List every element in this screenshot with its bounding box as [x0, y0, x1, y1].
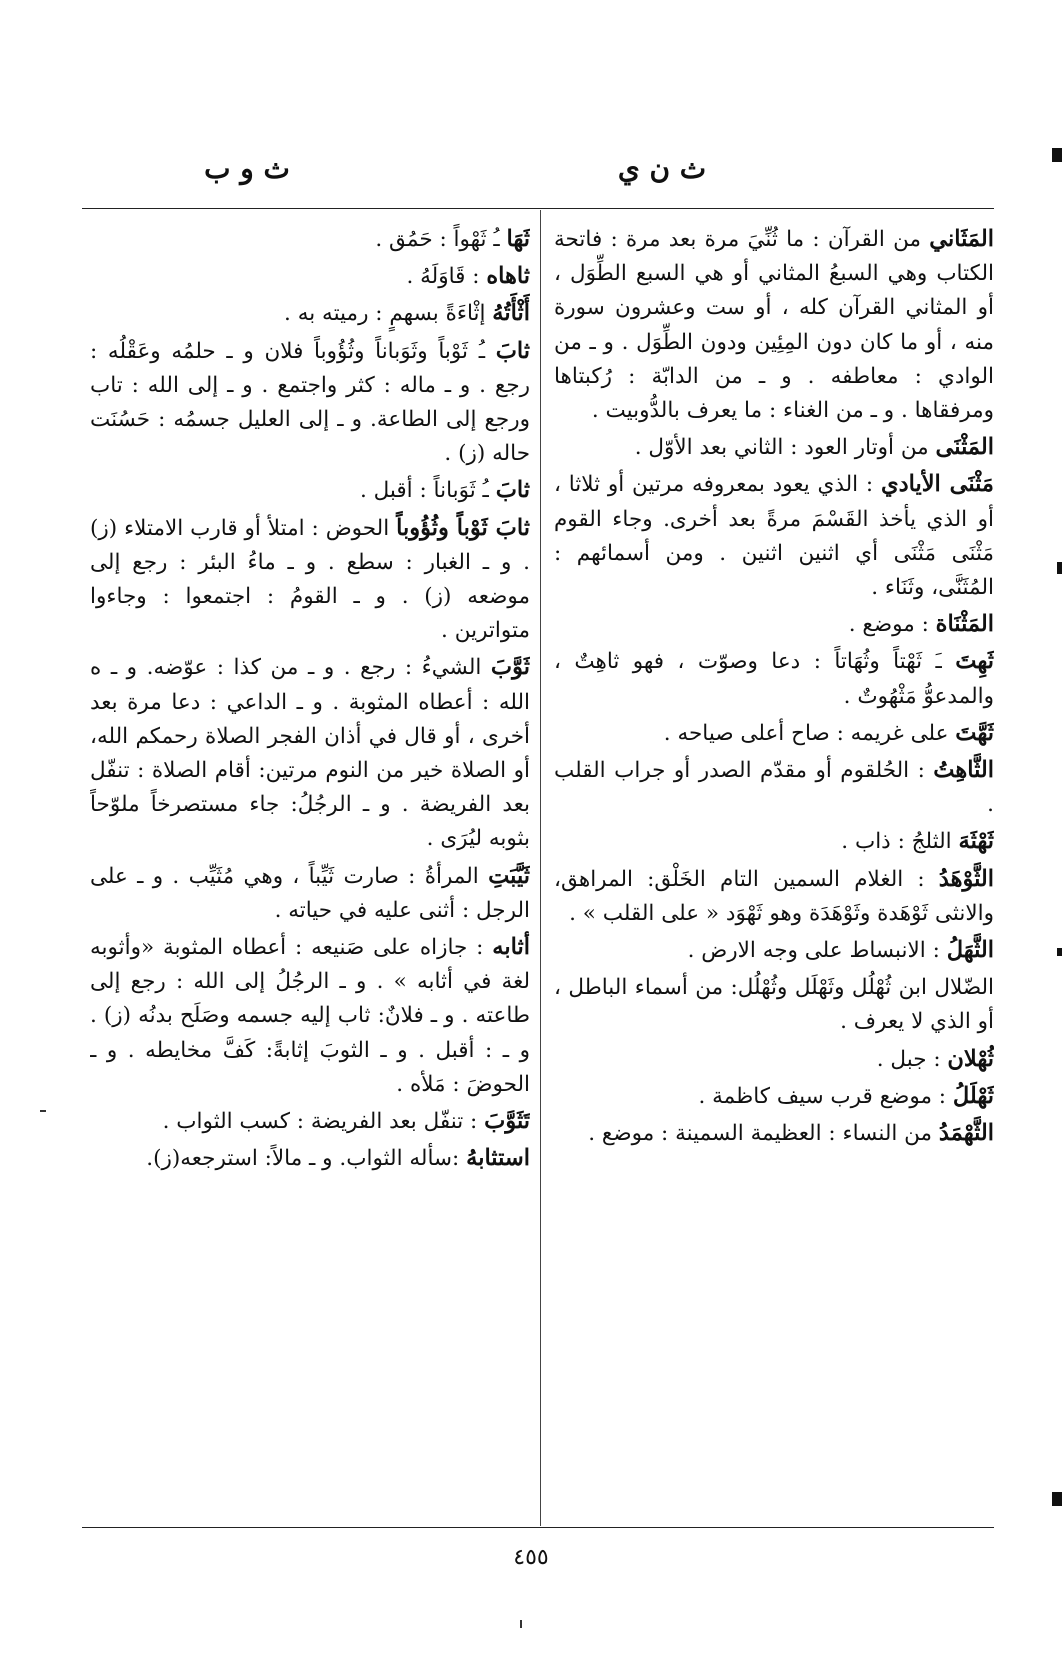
entry: [90, 511, 530, 649]
headword: أَثْأَتُهُ: [492, 300, 530, 327]
column-divider: [540, 210, 541, 1526]
headword: ثَهَا: [506, 226, 530, 252]
definition: من النساء : العظيمة السمينة : موضع .: [588, 1121, 939, 1147]
headword: ثابَ: [495, 337, 530, 364]
headword: الثَّوْهَدُ: [938, 865, 994, 892]
definition: من أوتار العود : الثاني بعد الأوّل .: [634, 435, 936, 461]
definition: الضّلال ابن ثُهْلُل وثَهْلَل وثُهْلُل: من أسماء الباطل ، أو الذي لا يعرف .: [554, 975, 994, 1035]
entry: [554, 607, 994, 642]
headword: ثَهْلَلُ: [952, 1082, 994, 1109]
scan-edge-mark: [1052, 1492, 1062, 1506]
entry: [554, 933, 994, 968]
entry: [554, 1116, 994, 1151]
headword: الثَّهْمَدُ: [938, 1120, 994, 1147]
definition: : الذي يعود بمعروفه مرتين أو ثلاثا ، أو الذي يأخذ القَسْمَ مرةً بعد أخرى. وجاء القوم مَثْنَى مَثْنَى أي اثنين اثنين . ومن أسمائهم : المُثَنَّى، وثَنَاء .: [554, 472, 994, 601]
headword: ثَهَّتَ: [955, 719, 994, 746]
entry: [554, 1079, 994, 1114]
definition: ـُ ثَوْباً وثَوَباناً وثُؤُوباً فلان و ـ حلمُه وعَقْلُه : رجع . و ـ ماله : كثر واجتمع . و ـ إلى الله : تاب ورجع إلى الطاعة. و ـ إلى العليل جسمُه : حَسُنَت حاله (ز) .: [90, 338, 530, 467]
headword: ثَهْثَهَ: [958, 828, 994, 855]
root-header-right: ث ن ي: [617, 152, 707, 185]
headword: ثَيَّبَتِ: [488, 862, 530, 889]
entry: [90, 334, 530, 472]
definition: ـُ ثَوَباناً : أقبل .: [359, 478, 496, 504]
headword: الثَّهَلُ: [946, 937, 994, 964]
definition: : موضع .: [848, 612, 936, 638]
entry: [90, 1141, 530, 1176]
definition: : الانبساط على وجه الارض .: [687, 938, 947, 964]
entry: [554, 1042, 994, 1077]
definition: : تنفّل بعد الفريضة : كسب الثواب .: [162, 1109, 485, 1135]
scan-edge-mark: [1057, 948, 1062, 956]
headword: المَثَاني: [929, 226, 994, 252]
headword: ثابَ: [495, 477, 530, 504]
right-column: [554, 222, 994, 1522]
entry: [554, 467, 994, 605]
entry: [554, 430, 994, 465]
entry: [554, 824, 994, 859]
entry: [554, 862, 994, 931]
definition: الثلجُ : ذاب .: [841, 829, 959, 855]
entry: [90, 473, 530, 508]
headword: تَثَوَّبَ: [484, 1108, 530, 1135]
entry: [90, 930, 530, 1102]
headword: ثَوَّبَ: [490, 654, 530, 681]
scan-speck: [40, 1110, 46, 1112]
headword: المَثْنَى: [935, 434, 994, 461]
definition: إثْاءَةً بسهمٍ : رميته به .: [284, 301, 493, 327]
root-header-left: ث و ب: [204, 152, 290, 185]
scan-edge-mark: [1052, 148, 1062, 162]
definition: : جبل .: [876, 1046, 948, 1072]
definition: من القرآن : ما ثُنِّيَ مرة بعد مرة : فاتحة الكتاب وهي السبعُ المثاني أو هي السبع الطِّوَل ، أو المثاني القرآن كله ، أو ست وعشرون سورة منه ، أو ما كان دون المِئِين ودون الطِّوَل . و ـ من الوادي : معاطفه . و ـ من الدابّة : رُكبتاها ومرفقاها . و ـ من الغناء : ما يعرف بالدُّوبيت .: [554, 227, 994, 424]
headword: مَثْنَى الأيادي: [880, 471, 994, 498]
definition: المرأةُ : صارت ثَيِّباً ، وهي مُثَيِّب . و ـ على الرجل : أثنى عليه في حياته .: [90, 863, 530, 923]
scan-edge-mark: [1057, 562, 1062, 574]
entry: [90, 859, 530, 928]
definition: الشيءُ : رجع . و ـ من كذا : عوّضه. و ـ ه الله : أعطاه المثوبة . و ـ الداعي : دعا مرة بعد أخرى ، أو قال في أذان الفجر الصلاة رحمكم الله، أو الصلاة خير من النوم مرتين: أقام الصلاة : تنفّل بعد الفريضة . و ـ الرجُلُ: جاء مستصرخاً ملوّحاً بثوبه ليُرَى .: [90, 655, 530, 852]
definition: : جازاه على صَنيعه : أعطاه المثوبة «وأثوبه لغة في أثابه » . و ـ الرجُلُ إلى الله : رجع إلى طاعته . و ـ فلانٌ: ثاب إليه جسمه وصَلَح بدنُه (ز) . و ـ : أقبل . و ـ الثوبَ إثابةً: كَفَّ مخايطه . و ـ الحوضَ : مَلأه .: [90, 935, 530, 1097]
headword: استثابهُ: [466, 1145, 530, 1172]
headword: أثابه: [492, 934, 530, 961]
definition: ـُ ثَهْواً : حَمُق .: [375, 227, 507, 252]
headword: ثُهْلان: [947, 1045, 994, 1072]
definition: :سأله الثواب. و ـ مالاً: استرجعه(ز).: [146, 1146, 467, 1172]
entry: [90, 296, 530, 331]
definition: : موضع قرب سيف كاظمة .: [698, 1083, 953, 1109]
definition: الحوض : امتلأ أو قارب الامتلاء (ز) . و ـ الغبار : سطع . و ـ ماءُ البئر : رجع إلى موضعه (ز) . و ـ القومُ : اجتمعوا : وجاءوا متواترين .: [90, 515, 530, 644]
headword: الثَّاهِتُ: [933, 757, 994, 784]
bottom-rule: [82, 1527, 994, 1528]
entry: [554, 644, 994, 713]
headword: ثابَ ثَوْباً وثُؤُوباً: [396, 514, 530, 541]
entry: [90, 650, 530, 856]
definition: : الحُلقوم أو مقدّم الصدر أو جراب القلب .: [554, 758, 994, 818]
entry: [90, 259, 530, 294]
entry: [90, 1104, 530, 1139]
entry: [554, 970, 994, 1039]
top-rule: [82, 208, 994, 209]
definition: ـَ ثَهْتاً وثُهَاتاً : دعا وصوّت ، فهو ثاهِتٌ ، والمدعوُّ مَثْهُوتٌ .: [554, 649, 994, 709]
entry: [90, 222, 530, 257]
entry: [554, 716, 994, 751]
page-number: ٤٥٥: [513, 1545, 549, 1570]
entry: [554, 753, 994, 822]
definition: : الغلام السمين التام الخَلْق: المراهق، والانثى ثَوْهَدة وثَوْهَدَة وهو ثَهْوَد « على القلب » .: [554, 866, 994, 926]
headword: ثاهاه: [486, 263, 530, 290]
entry: [554, 222, 994, 428]
scan-speck: [520, 1620, 522, 1628]
definition: على غريمه : صاح أعلى صياحه .: [663, 720, 956, 746]
definition: : قَاوَلَهُ .: [406, 264, 487, 290]
headword: المَثْنَاة: [935, 611, 994, 638]
left-column: [90, 222, 530, 1522]
headword: ثَهِتَ: [955, 648, 994, 675]
